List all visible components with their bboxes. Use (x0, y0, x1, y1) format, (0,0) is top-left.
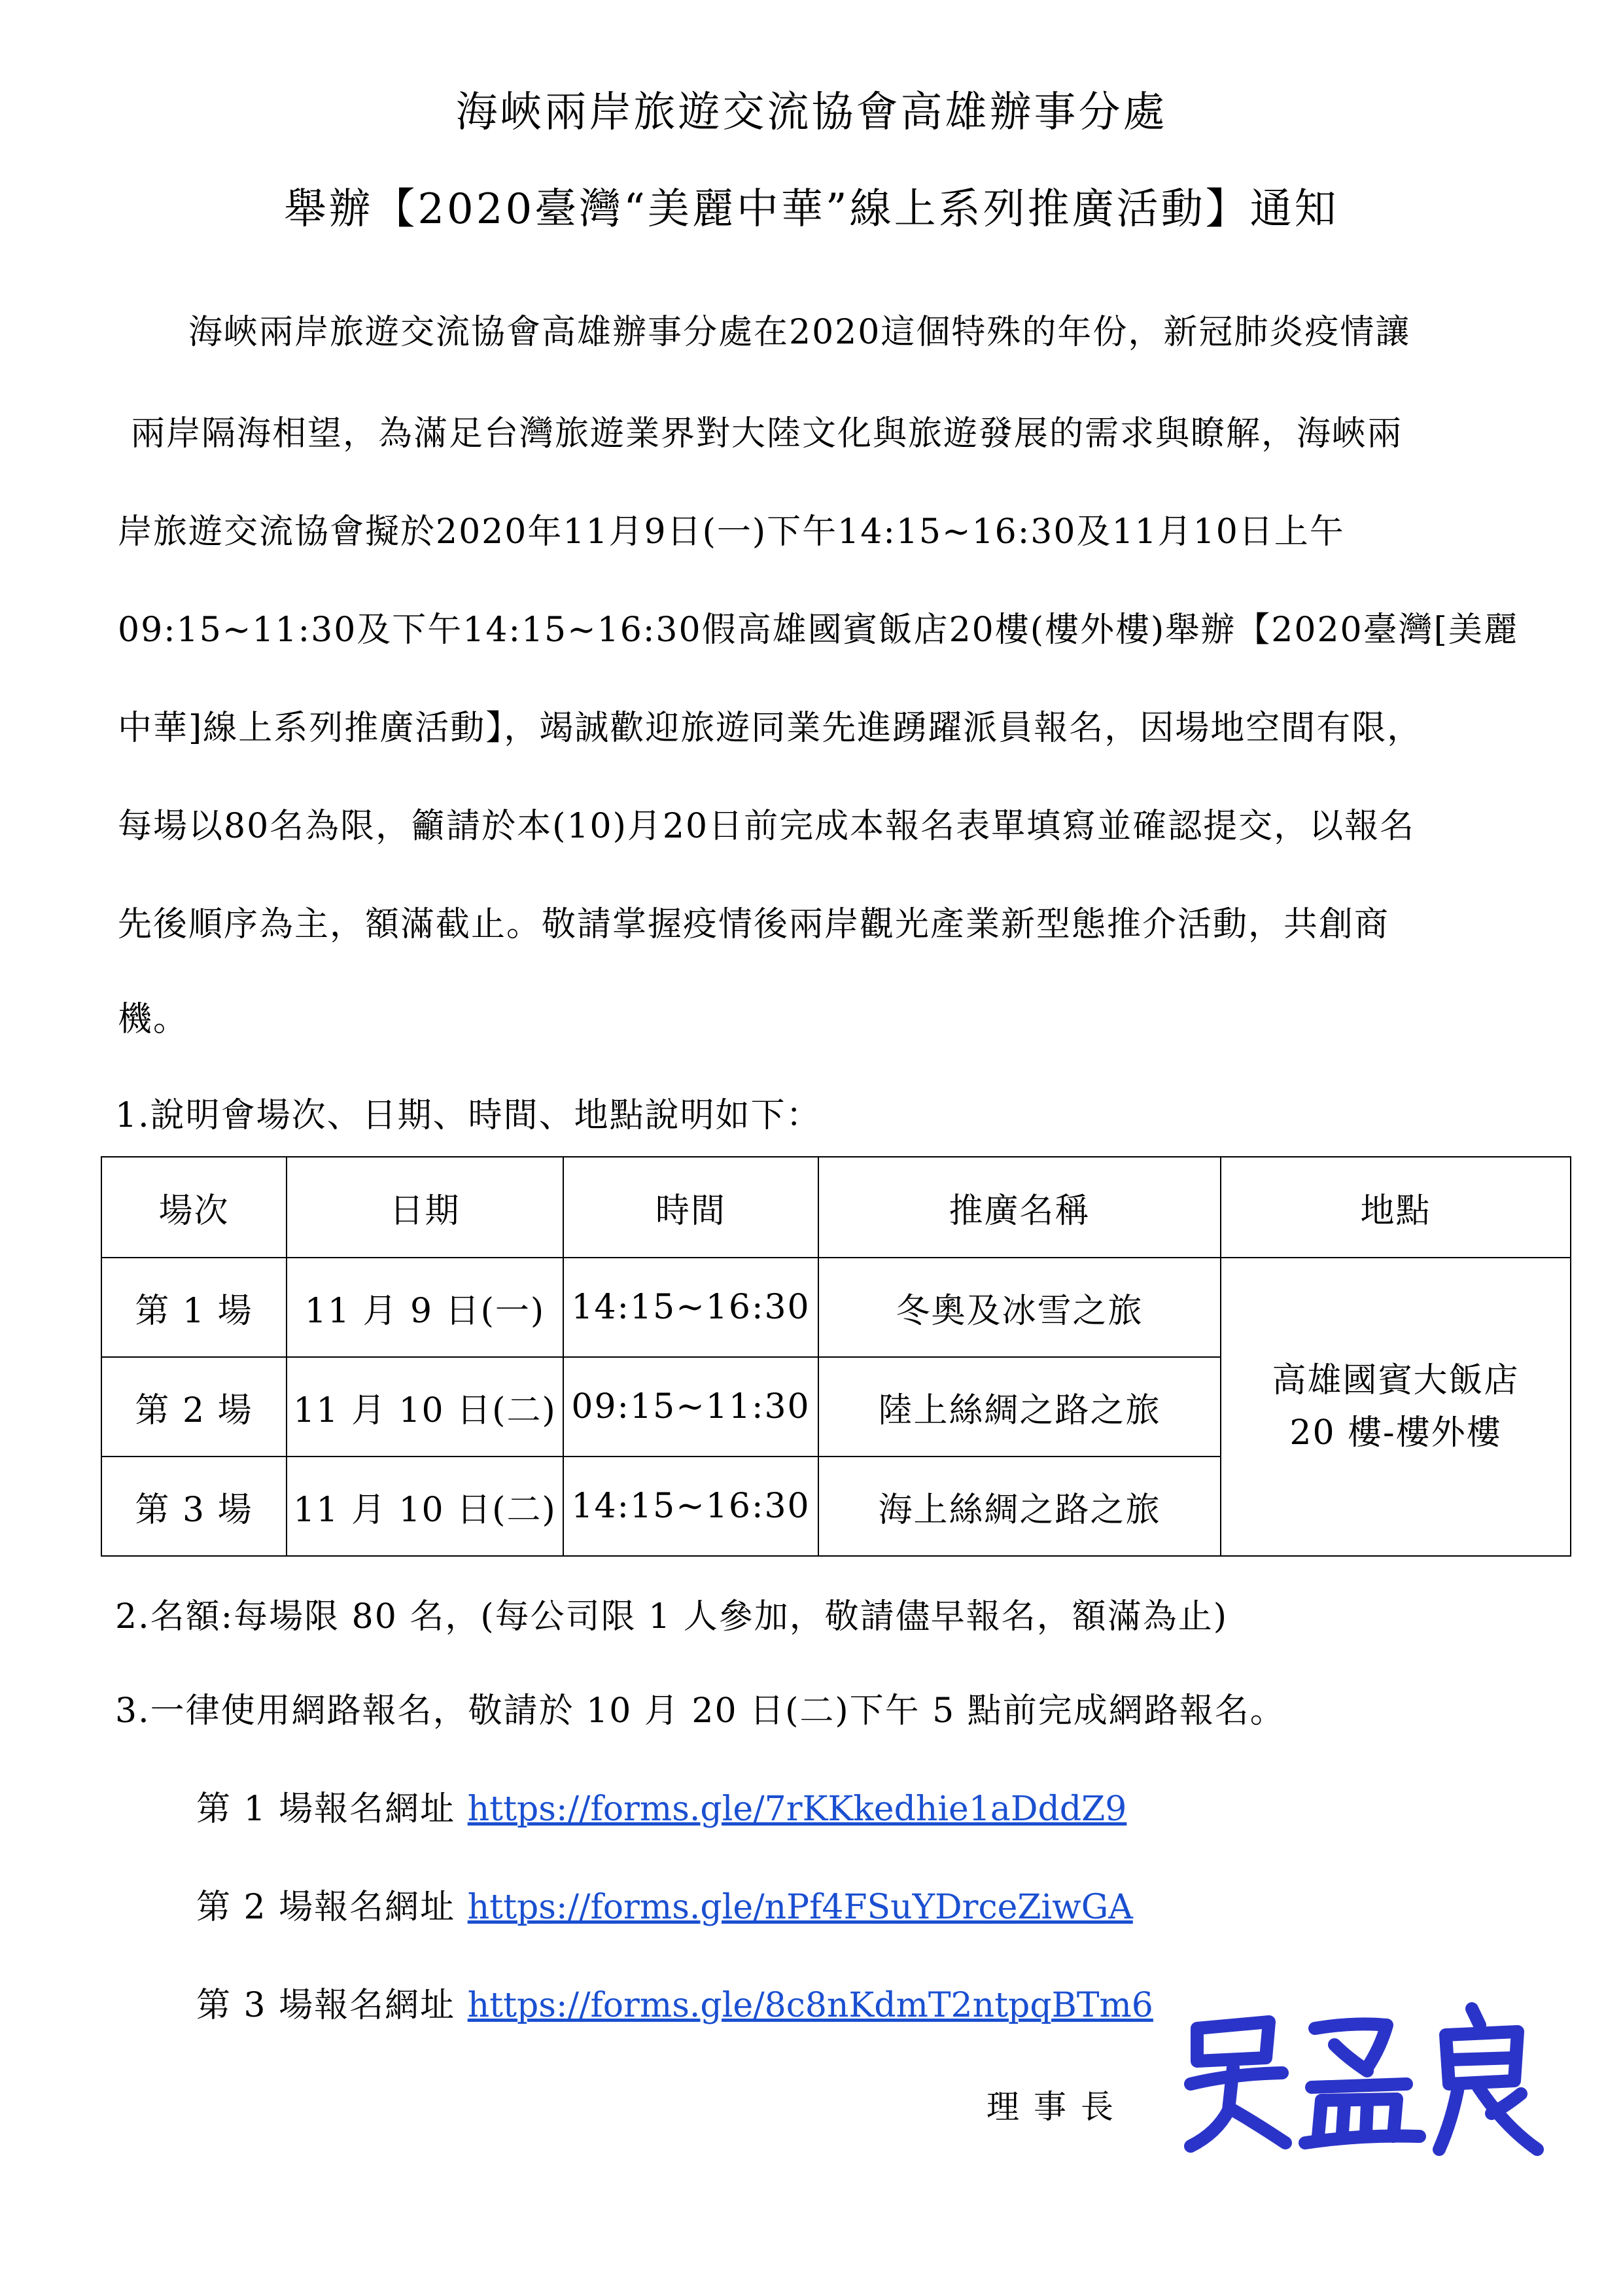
registration-link-1[interactable]: https://forms.gle/7rKKkedhie1aDddZ9 (467, 1790, 1127, 1829)
cell-date: 11 月 10 日(二) (287, 1357, 563, 1457)
paragraph-line: 中華]線上系列推廣活動】，竭誠歡迎旅遊同業先進踴躍派員報名，因場地空間有限， (118, 709, 1423, 748)
paragraph-line: 岸旅遊交流協會擬於2020年11月9日(一)下午14:15~16:30及11月10日上午 (118, 512, 1345, 552)
cell-time: 14:15~16:30 (563, 1258, 818, 1357)
cell-session: 第 2 場 (101, 1357, 287, 1457)
chairman-title: 理事長 (986, 2088, 1128, 2126)
cell-name: 冬奧及冰雪之旅 (818, 1258, 1221, 1357)
cell-name: 陸上絲綢之路之旅 (818, 1357, 1221, 1457)
registration-link-3[interactable]: https://forms.gle/8c8nKdmT2ntpqBTm6 (467, 1986, 1153, 2025)
schedule-table (101, 1156, 1571, 1557)
cell-session: 第 1 場 (101, 1258, 287, 1357)
cell-time: 09:15~11:30 (563, 1357, 818, 1457)
paragraph-line: 機。 (118, 1000, 189, 1039)
signature-image (1171, 1996, 1550, 2166)
registration-label: 第 3 場報名網址 (196, 1986, 468, 2025)
paragraph-line: 兩岸隔海相望，為滿足台灣旅遊業界對大陸文化與旅遊發展的需求與瞭解，海峽兩 (131, 414, 1403, 453)
header-name: 推廣名稱 (818, 1157, 1221, 1258)
paragraph-line: 每場以80名為限，籲請於本(10)月20日前完成本報名表單填寫並確認提交，以報名 (118, 807, 1416, 846)
header-date: 日期 (287, 1157, 563, 1258)
table-header-row (101, 1157, 1571, 1258)
note-quota: 2.名額:每場限 80 名，(每公司限 1 人參加，敬請儘早報名，額滿為止) (115, 1597, 1229, 1636)
venue-line: 高雄國賓大飯店 (1272, 1361, 1520, 1400)
registration-line-3 (196, 1977, 1153, 2026)
note-registration: 3.一律使用網路報名，敬請於 10 月 20 日(二)下午 5 點前完成網路報名。 (115, 1691, 1285, 1731)
document-subtitle: 舉辦【2020臺灣“美麗中華”線上系列推廣活動】通知 (284, 185, 1339, 234)
cell-date: 11 月 10 日(二) (287, 1457, 563, 1556)
table-row (101, 1258, 1571, 1357)
cell-session: 第 3 場 (101, 1457, 287, 1556)
paragraph-line: 海峽兩岸旅遊交流協會高雄辦事分處在2020這個特殊的年份，新冠肺炎疫情讓 (118, 313, 1411, 352)
section1-heading: 1.說明會場次、日期、時間、地點說明如下： (115, 1096, 822, 1135)
registration-line-1 (196, 1781, 1126, 1830)
paragraph-line: 09:15~11:30及下午14:15~16:30假高雄國賓飯店20樓(樓外樓)舉辦【2020臺灣[美麗 (118, 610, 1519, 650)
header-venue: 地點 (1221, 1157, 1571, 1258)
header-session: 場次 (101, 1157, 287, 1258)
cell-time: 14:15~16:30 (563, 1457, 818, 1556)
cell-venue (1221, 1258, 1571, 1556)
header-time: 時間 (563, 1157, 818, 1258)
paragraph-line: 先後順序為主，額滿截止。敬請掌握疫情後兩岸觀光產業新型態推介活動，共創商 (118, 905, 1390, 944)
registration-line-2 (196, 1879, 1133, 1928)
cell-date: 11 月 9 日(一) (287, 1258, 563, 1357)
registration-label: 第 1 場報名網址 (196, 1790, 468, 1829)
document-title: 海峽兩岸旅遊交流協會高雄辦事分處 (455, 88, 1168, 137)
registration-label: 第 2 場報名網址 (196, 1888, 468, 1927)
venue-line: 20 樓-樓外樓 (1289, 1413, 1502, 1453)
registration-link-2[interactable]: https://forms.gle/nPf4FSuYDrceZiwGA (467, 1888, 1133, 1927)
cell-name: 海上絲綢之路之旅 (818, 1457, 1221, 1556)
